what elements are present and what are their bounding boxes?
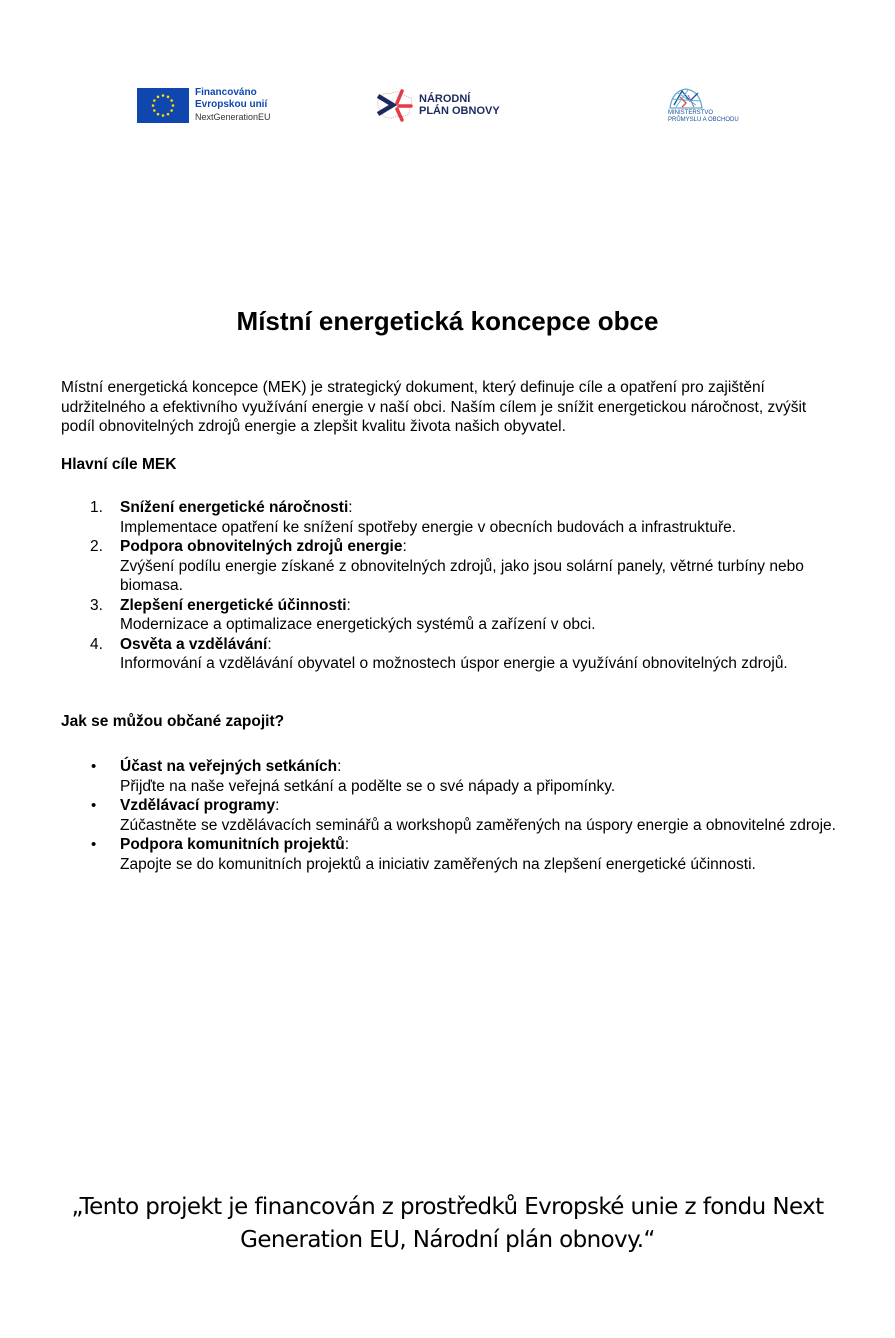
funding-statement-line1: „Tento projekt je financován z prostředků Evropské unie z fondu Next (71, 1194, 824, 1220)
involvement-title: Podpora komunitních projektů (120, 836, 345, 853)
involvement-title: Účast na veřejných setkáních (120, 758, 338, 775)
funding-statement-line2: Generation EU, Národní plán obnovy.“ (240, 1227, 655, 1253)
goal-description: Implementace opatření ke snížení spotřeby energie v obecních budovách a infrastruktuře. (120, 518, 737, 536)
goal-item: 2. Podpora obnovitelných zdrojů energie: Zvýšení podílu energie získané z obnovitelných zdrojů, jako jsou solární panely, větrné turbíny nebo biomasa. (90, 538, 804, 594)
npo-logo-line1: NÁRODNÍ (419, 93, 471, 105)
eu-star-icon (167, 95, 170, 98)
goal-description: Modernizace a optimalizace energetických systémů a zařízení v obci. (120, 616, 596, 633)
funding-statement (0, 1191, 895, 1257)
eu-star-icon (167, 112, 170, 115)
mpo-logo-line1: MINISTERSTVO (668, 110, 714, 116)
list-marker: 3. (90, 596, 103, 614)
involvement-description: Zúčastněte se vzdělávacích seminářů a workshopů zaměřených na úspory energie a obnovitelné zdroje. (120, 816, 836, 834)
goals-list (61, 498, 841, 674)
goal-item: 1. Snížení energetické náročnosti: Implementace opatření ke snížení spotřeby energie v obecních budovách a infrastruktuře. (90, 499, 737, 536)
intro-paragraph: Místní energetická koncepce (MEK) je strategický dokument, který definuje cíle a opatření pro zajištění udržitelného a efektivního využívání energie v naší obci. Naším cílem je snížit energetickou náročnost, zvýšit podíl obnovitelných zdrojů energie a zlepšit kvalitu života našich obyvatel. (61, 379, 807, 435)
eu-star-icon (153, 99, 156, 102)
eu-star-icon (162, 94, 165, 97)
involvement-title: Vzdělávací programy (120, 797, 276, 814)
mpo-globe-icon (668, 87, 704, 109)
eu-star-icon (152, 104, 155, 107)
eu-star-icon (162, 114, 165, 117)
eu-star-icon (170, 99, 173, 102)
npo-arrow-icon (375, 88, 415, 122)
goals-heading: Hlavní cíle MEK (61, 456, 177, 473)
mpo-logo-line2: PRŮMYSLU A OBCHODU (668, 117, 739, 123)
list-marker: 2. (90, 538, 103, 555)
goal-description: Informování a vzdělávání obyvatel o možnostech úspor energie a využívání obnovitelných zdrojů. (120, 655, 788, 672)
list-marker: 1. (90, 499, 103, 516)
involvement-heading: Jak se můžou občané zapojit? (61, 713, 285, 730)
involvement-description: Přijďte na naše veřejná setkání a podělte se o své nápady a připomínky. (120, 777, 616, 795)
goal-item: 3. Zlepšení energetické účinnosti: Modernizace a optimalizace energetických systémů a zařízení v obci. (90, 596, 596, 633)
narodni-plan-obnovy-logo (375, 88, 500, 122)
eu-star-icon (157, 95, 160, 98)
eu-logo-line3: NextGenerationEU (195, 112, 271, 122)
eu-star-icon (172, 104, 175, 107)
involvement-item: • Účast na veřejných setkáních: Přijďte na naše veřejná setkání a podělte se o své nápady a připomínky. (91, 758, 616, 795)
eu-flag-icon (137, 88, 189, 123)
eu-star-icon (170, 109, 173, 112)
bullet-icon: • (91, 758, 97, 775)
eu-star-icon (157, 112, 160, 115)
eu-star-icon (153, 109, 156, 112)
eu-logo-line2: Evropskou unií (195, 99, 268, 110)
list-marker: 4. (90, 635, 103, 653)
involvement-description: Zapojte se do komunitních projektů a iniciativ zaměřených na zlepšení energetické účinnosti. (120, 855, 756, 873)
involvement-item: • Vzdělávací programy: Zúčastněte se vzdělávacích seminářů a workshopů zaměřených na úspory energie a obnovitelné zdroje. (91, 797, 836, 834)
eu-funding-logo (137, 87, 271, 123)
goal-title: Snížení energetické náročnosti (120, 499, 349, 516)
goal-title: Podpora obnovitelných zdrojů energie (120, 538, 403, 555)
goal-description: Zvýšení podílu energie získané z obnovitelných zdrojů, jako jsou solární panely, větrné turbíny nebo biomasa. (120, 557, 804, 594)
involvement-list (61, 757, 841, 874)
goal-title: Osvěta a vzdělávání (120, 635, 268, 653)
goal-item: 4. Osvěta a vzdělávání: Informování a vzdělávání obyvatel o možnostech úspor energie a využívání obnovitelných zdrojů. (90, 635, 788, 672)
npo-logo-line2: PLÁN OBNOVY (419, 105, 500, 117)
eu-logo-line1: Financováno (195, 87, 257, 98)
bullet-icon: • (91, 797, 97, 814)
involvement-item: • Podpora komunitních projektů: Zapojte se do komunitních projektů a iniciativ zaměřených na zlepšení energetické účinnosti. (91, 836, 756, 873)
goal-title: Zlepšení energetické účinnosti (120, 596, 347, 614)
bullet-icon: • (91, 836, 97, 853)
ministerstvo-prumyslu-logo (668, 87, 739, 124)
page-title: Místní energetická koncepce obce (236, 306, 659, 336)
